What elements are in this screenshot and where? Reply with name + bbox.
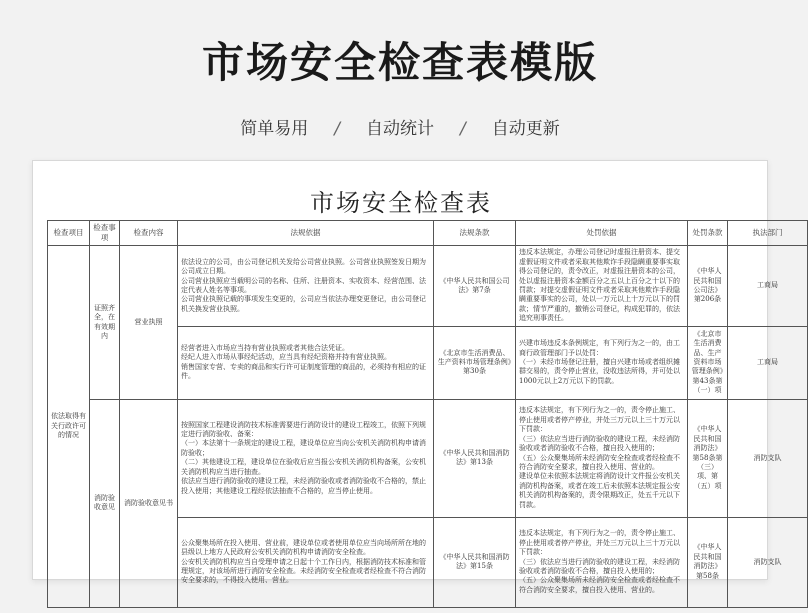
basis-cell: 经营者进入市场应当持有营业执照或者其他合法凭证。 经纪人进入市场从事经纪活动，应当具有经纪资格并持有营业执照。 销售国家专营、专卖的商品和实行许可证制度管理的商品的，必须持有相应的证件。 (178, 326, 434, 399)
basis-cell: 按照国家工程建设消防技术标准需要进行消防设计的建设工程竣工，依照下列规定进行消防验收、备案： （一）本法第十一条规定的建设工程，建设单位应当向公安机关消防机构申请消防验收； （二）其他建设工程，建设单位在验收后应当报公安机关消防机构备案，公安机关消防机构应当进行抽查。 依法应当进行消防验收的建设工程，未经消防验收或者消防验收不合格的，禁止投入使用；其他建设工程经依法抽查不合格的，应当停止使用。 (178, 399, 434, 517)
penalty-clause-cell: 《中华人民共和国消防法》第58条 (688, 517, 728, 607)
header-cell: 检查事项 (90, 221, 120, 246)
feature-auto-stats: 自动统计 (366, 119, 434, 139)
dept-cell: 消防支队 (728, 399, 808, 517)
basis-cell: 公众聚集场所在投入使用、营业前，建设单位或者使用单位应当向场所所在地的县级以上地方人民政府公安机关消防机构申请消防安全检查。 公安机关消防机构应当自受理申请之日起十个工作日内，根据消防技术标准和管理规定，对该场所进行消防安全检查。未经消防安全检查或者经检查不符合消防安全要求的，不得投入使用、营业。 (178, 517, 434, 607)
inspection-table (47, 220, 808, 608)
penalty-cell: 违反本法规定，有下列行为之一的，责令停止施工、停止使用或者停产停业，并处三万元以上三十万元以下罚款： （三）依法应当进行消防验收的建设工程，未经消防验收或者消防验收不合格，擅自投入使用的； （五）公众聚集场所未经消防安全检查或者经检查不符合消防安全要求，擅自投入使用、营业的。 (516, 517, 688, 607)
spreadsheet-preview (32, 160, 783, 594)
clause-cell: 《中华人民共和国公司法》第7条 (434, 246, 516, 327)
penalty-cell: 违反本法规定，办理公司登记时虚报注册资本、提交虚假证明文件或者采取其他欺诈手段隐瞒重要事实取得公司登记的，责令改正，对虚报注册资本的公司，处以虚报注册资本金额百分之五以上百分之十以下的罚款；对提交虚假证明文件或者采取其他欺诈手段隐瞒重要事实的公司，处以一万元以上十万元以下的罚款；情节严重的，撤销公司登记，构成犯罪的，依法追究刑事责任。 (516, 246, 688, 327)
header-cell: 法规条款 (434, 221, 516, 246)
dept-cell: 消防支队 (728, 517, 808, 607)
dept-cell: 工商局 (728, 326, 808, 399)
content-cell: 消防验收意见书 (120, 399, 178, 607)
sheet-title: 市场安全检查表 (310, 189, 492, 217)
clause-cell: 《中华人民共和国消防法》第13条 (434, 399, 516, 517)
penalty-clause-cell: 《北京市生活消费品、生产资料市场管理条例》第43条第（一）项 (688, 326, 728, 399)
penalty-cell: 违反本法规定，有下列行为之一的，责令停止施工、停止使用或者停产停业，并处三万元以上三十万元以下罚款： （三）依法应当进行消防验收的建设工程，未经消防验收或者消防验收不合格，擅自投入使用的； （五）公众聚集场所未经消防安全检查或者经检查不符合消防安全要求，擅自投入使用、营业的。 建设单位未依照本法规定将消防设计文件报公安机关消防机构备案，或者在竣工后未依照本法规定报公安机关消防机构备案的，责令限期改正，处五千元以下罚款。 (516, 399, 688, 517)
clause-cell: 《北京市生活消费品、生产资料市场管理条例》第30条 (434, 326, 516, 399)
category-cell: 依法取得有关行政许可的情况 (48, 246, 90, 608)
separator: / (334, 119, 340, 139)
header-cell: 法规依据 (178, 221, 434, 246)
content-cell: 营业执照 (120, 246, 178, 400)
header-cell: 处罚条款 (688, 221, 728, 246)
feature-list (0, 114, 800, 139)
table-row (48, 246, 808, 327)
penalty-cell: 兴建市场违反本条例规定，有下列行为之一的，由工商行政管理部门予以处罚： （一）未经市场登记注册，擅自兴建市场或者组织摊群交易的，责令停止营业，没收违法所得，并可处以1000元以上2万元以下的罚款。 (516, 326, 688, 399)
header-cell: 检查内容 (120, 221, 178, 246)
header-cell: 执法部门 (728, 221, 808, 246)
item-cell: 消防验收意见 (90, 399, 120, 607)
clause-cell: 《中华人民共和国消防法》第15条 (434, 517, 516, 607)
penalty-clause-cell: 《中华人民共和国消防法》第58条第（三）项、第（五）项 (688, 399, 728, 517)
feature-auto-update: 自动更新 (491, 119, 560, 139)
page-title: 市场安全检查表模版 (201, 38, 598, 87)
dept-cell: 工商局 (728, 246, 808, 327)
header-cell: 处罚依据 (516, 221, 688, 246)
table-header-row (48, 221, 808, 246)
header-cell: 检查项目 (48, 221, 90, 246)
item-cell: 证照齐全，在有效期内 (90, 246, 120, 400)
feature-easy: 简单易用 (240, 119, 309, 139)
separator: / (460, 119, 466, 139)
basis-cell: 依法设立的公司，由公司登记机关发给公司营业执照。公司营业执照签发日期为公司成立日期。 公司营业执照应当载明公司的名称、住所、注册资本、实收资本、经营范围、法定代表人姓名等事项。 公司营业执照记载的事项发生变更的，公司应当依法办理变更登记，由公司登记机关换发营业执照。 (178, 246, 434, 327)
table-row (48, 399, 808, 517)
penalty-clause-cell: 《中华人民共和国公司法》第206条 (688, 246, 728, 327)
